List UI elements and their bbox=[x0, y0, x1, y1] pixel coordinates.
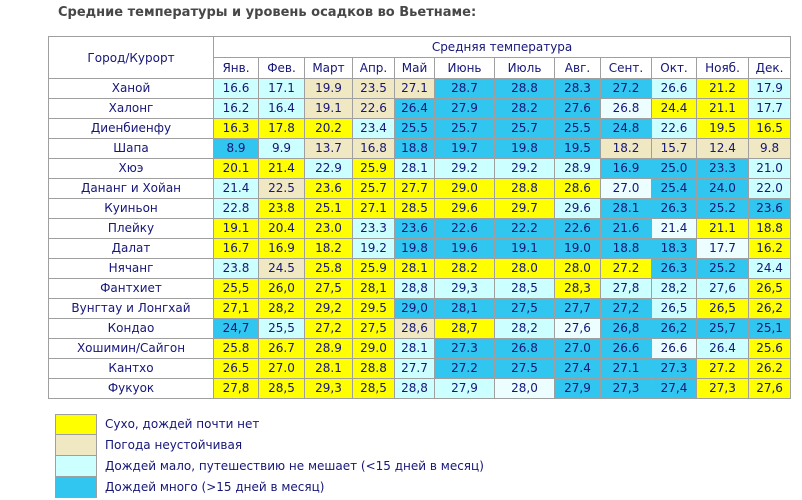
table-row bbox=[49, 199, 791, 219]
table-row bbox=[49, 239, 791, 259]
temperature-cell: 27,5 bbox=[495, 299, 555, 319]
temperature-cell: 27,3 bbox=[601, 379, 652, 399]
temperature-cell: 8.9 bbox=[214, 139, 259, 159]
month-header: Июль bbox=[495, 58, 555, 79]
temperature-cell: 28.2 bbox=[435, 259, 495, 279]
month-header: Авг. bbox=[555, 58, 601, 79]
temperature-cell: 27.0 bbox=[259, 359, 305, 379]
legend-item bbox=[55, 414, 484, 435]
temperature-cell: 29.5 bbox=[353, 299, 395, 319]
temperature-cell: 17.8 bbox=[259, 119, 305, 139]
temperature-cell: 17.7 bbox=[749, 99, 791, 119]
month-header: Янв. bbox=[214, 58, 259, 79]
temperature-cell: 27,2 bbox=[601, 299, 652, 319]
temperature-cell: 28.8 bbox=[495, 179, 555, 199]
temperature-cell: 29.2 bbox=[495, 159, 555, 179]
table-row bbox=[49, 99, 791, 119]
temperature-cell: 25.5 bbox=[555, 119, 601, 139]
temperature-cell: 23.3 bbox=[353, 219, 395, 239]
temperature-cell: 27.6 bbox=[555, 99, 601, 119]
temperature-cell: 23.8 bbox=[214, 259, 259, 279]
temperature-cell: 25.4 bbox=[652, 179, 697, 199]
temperature-cell: 27.9 bbox=[435, 99, 495, 119]
month-header: Март bbox=[305, 58, 353, 79]
temperature-cell: 21.1 bbox=[697, 99, 749, 119]
temperature-cell: 21.1 bbox=[697, 219, 749, 239]
temperature-cell: 28,6 bbox=[395, 319, 435, 339]
temperature-cell: 27,9 bbox=[555, 379, 601, 399]
temperature-cell: 17.1 bbox=[259, 79, 305, 99]
temperature-cell: 13.7 bbox=[305, 139, 353, 159]
table-row bbox=[49, 159, 791, 179]
temperature-cell: 25.8 bbox=[214, 339, 259, 359]
temperature-cell: 16.3 bbox=[214, 119, 259, 139]
temperature-cell: 27.1 bbox=[353, 199, 395, 219]
temperature-cell: 27,1 bbox=[214, 299, 259, 319]
temperature-cell: 25.8 bbox=[305, 259, 353, 279]
temperature-cell: 26,5 bbox=[749, 279, 791, 299]
temperature-cell: 25.7 bbox=[353, 179, 395, 199]
temperature-cell: 25,7 bbox=[697, 319, 749, 339]
temperature-cell: 26.8 bbox=[601, 99, 652, 119]
temperature-cell: 28,2 bbox=[259, 299, 305, 319]
temperature-cell: 25.9 bbox=[353, 259, 395, 279]
legend-item bbox=[55, 456, 484, 477]
temperature-cell: 28.6 bbox=[555, 179, 601, 199]
temperature-cell: 21.4 bbox=[214, 179, 259, 199]
temperature-cell: 26.2 bbox=[749, 359, 791, 379]
temperature-cell: 27,6 bbox=[555, 319, 601, 339]
temperature-cell: 16.8 bbox=[353, 139, 395, 159]
group-header: Средняя температура bbox=[214, 37, 791, 58]
temperature-cell: 28,1 bbox=[353, 279, 395, 299]
temperature-cell: 25.7 bbox=[495, 119, 555, 139]
temperature-cell: 18.3 bbox=[652, 239, 697, 259]
temperature-cell: 19.7 bbox=[435, 139, 495, 159]
temperature-cell: 28,0 bbox=[495, 379, 555, 399]
temperature-cell: 28.9 bbox=[555, 159, 601, 179]
temperature-cell: 27.0 bbox=[555, 339, 601, 359]
temperature-cell: 25.7 bbox=[435, 119, 495, 139]
temperature-cell: 19.5 bbox=[555, 139, 601, 159]
temperature-cell: 28.3 bbox=[555, 79, 601, 99]
city-cell: Фантхиет bbox=[49, 279, 214, 299]
temperature-cell: 24,7 bbox=[214, 319, 259, 339]
temperature-cell: 26.7 bbox=[259, 339, 305, 359]
temperature-cell: 28.0 bbox=[495, 259, 555, 279]
temperature-cell: 26,5 bbox=[652, 299, 697, 319]
temperature-cell: 29.7 bbox=[495, 199, 555, 219]
temperature-cell: 27.2 bbox=[435, 359, 495, 379]
month-header: Фев. bbox=[259, 58, 305, 79]
temperature-cell: 19.1 bbox=[214, 219, 259, 239]
temperature-cell: 25.1 bbox=[305, 199, 353, 219]
city-cell: Ханой bbox=[49, 79, 214, 99]
temperature-cell: 28.8 bbox=[495, 79, 555, 99]
temperature-cell: 26.6 bbox=[652, 79, 697, 99]
temperature-cell: 20.1 bbox=[214, 159, 259, 179]
temperature-cell: 27.1 bbox=[601, 359, 652, 379]
temperature-cell: 20.4 bbox=[259, 219, 305, 239]
legend-item bbox=[55, 477, 484, 498]
temperature-cell: 19.1 bbox=[305, 99, 353, 119]
temperature-cell: 28,3 bbox=[555, 279, 601, 299]
temperature-cell: 23.6 bbox=[749, 199, 791, 219]
temperature-cell: 17.7 bbox=[697, 239, 749, 259]
table-row bbox=[49, 379, 791, 399]
temperature-cell: 27.7 bbox=[395, 179, 435, 199]
temperature-cell: 22.2 bbox=[495, 219, 555, 239]
temperature-cell: 28.5 bbox=[395, 199, 435, 219]
temperature-cell: 22.6 bbox=[555, 219, 601, 239]
table-row bbox=[49, 79, 791, 99]
month-header: Окт. bbox=[652, 58, 697, 79]
temperature-cell: 29.6 bbox=[435, 199, 495, 219]
table-row bbox=[49, 259, 791, 279]
temperature-cell: 28.1 bbox=[395, 159, 435, 179]
temperature-cell: 19.0 bbox=[555, 239, 601, 259]
table-row bbox=[49, 339, 791, 359]
city-cell: Дананг и Хойан bbox=[49, 179, 214, 199]
temperature-cell: 27,4 bbox=[652, 379, 697, 399]
month-header: Нояб. bbox=[697, 58, 749, 79]
city-cell: Нячанг bbox=[49, 259, 214, 279]
temperature-cell: 29.0 bbox=[353, 339, 395, 359]
temperature-cell: 23.8 bbox=[259, 199, 305, 219]
temperature-cell: 27.3 bbox=[435, 339, 495, 359]
table-row bbox=[49, 179, 791, 199]
table-header-row bbox=[49, 37, 791, 58]
temperature-cell: 26.5 bbox=[214, 359, 259, 379]
temperature-cell: 25.5 bbox=[395, 119, 435, 139]
temperature-cell: 23.6 bbox=[305, 179, 353, 199]
temperature-cell: 26.6 bbox=[601, 339, 652, 359]
temperature-cell: 21.4 bbox=[259, 159, 305, 179]
temperature-cell: 26.4 bbox=[395, 99, 435, 119]
temperature-cell: 24.8 bbox=[601, 119, 652, 139]
temperature-cell: 21.6 bbox=[601, 219, 652, 239]
temperature-cell: 29.6 bbox=[555, 199, 601, 219]
temperature-cell: 16.7 bbox=[214, 239, 259, 259]
temperature-cell: 28,5 bbox=[259, 379, 305, 399]
city-cell: Шапа bbox=[49, 139, 214, 159]
temperature-cell: 26.8 bbox=[495, 339, 555, 359]
city-cell: Хюэ bbox=[49, 159, 214, 179]
temperature-cell: 28.0 bbox=[555, 259, 601, 279]
temperature-cell: 28,7 bbox=[435, 319, 495, 339]
temperature-cell: 16.9 bbox=[601, 159, 652, 179]
temperature-cell: 16.6 bbox=[214, 79, 259, 99]
temperature-cell: 27.5 bbox=[495, 359, 555, 379]
temperature-cell: 27.7 bbox=[395, 359, 435, 379]
temperature-cell: 19.2 bbox=[353, 239, 395, 259]
temperature-cell: 29.0 bbox=[435, 179, 495, 199]
temperature-cell: 27,5 bbox=[353, 319, 395, 339]
legend-swatch bbox=[55, 434, 97, 456]
temperature-cell: 23.6 bbox=[395, 219, 435, 239]
legend-swatch bbox=[55, 414, 97, 435]
temperature-cell: 28,8 bbox=[395, 379, 435, 399]
month-header: Сент. bbox=[601, 58, 652, 79]
temperature-cell: 22.0 bbox=[749, 179, 791, 199]
temperature-table bbox=[48, 36, 791, 399]
temperature-cell: 24.0 bbox=[697, 179, 749, 199]
temperature-cell: 28.1 bbox=[305, 359, 353, 379]
temperature-cell: 28.2 bbox=[495, 99, 555, 119]
month-header: Апр. bbox=[353, 58, 395, 79]
legend-label: Погода неустойчивая bbox=[105, 438, 243, 452]
temperature-cell: 25.2 bbox=[697, 199, 749, 219]
city-cell: Кантхо bbox=[49, 359, 214, 379]
table-row bbox=[49, 119, 791, 139]
month-header: Май bbox=[395, 58, 435, 79]
city-cell: Фукуок bbox=[49, 379, 214, 399]
temperature-cell: 28.1 bbox=[395, 339, 435, 359]
temperature-cell: 22.6 bbox=[353, 99, 395, 119]
city-cell: Халонг bbox=[49, 99, 214, 119]
temperature-cell: 28,2 bbox=[495, 319, 555, 339]
legend-swatch bbox=[55, 455, 97, 477]
temperature-cell: 24.4 bbox=[652, 99, 697, 119]
temperature-cell: 21.4 bbox=[652, 219, 697, 239]
temperature-cell: 25,1 bbox=[749, 319, 791, 339]
temperature-cell: 25.9 bbox=[353, 159, 395, 179]
temperature-cell: 23.3 bbox=[697, 159, 749, 179]
temperature-cell: 18.8 bbox=[395, 139, 435, 159]
temperature-cell: 21.0 bbox=[749, 159, 791, 179]
temperature-cell: 25.2 bbox=[697, 259, 749, 279]
month-header: Июнь bbox=[435, 58, 495, 79]
temperature-cell: 28.8 bbox=[353, 359, 395, 379]
temperature-cell: 21.2 bbox=[697, 79, 749, 99]
city-cell: Диенбиенфу bbox=[49, 119, 214, 139]
temperature-cell: 19.8 bbox=[395, 239, 435, 259]
city-cell: Хошимин/Сайгон bbox=[49, 339, 214, 359]
temperature-cell: 27.2 bbox=[601, 79, 652, 99]
temperature-cell: 28,1 bbox=[435, 299, 495, 319]
temperature-cell: 26.3 bbox=[652, 259, 697, 279]
temperature-cell: 29,2 bbox=[305, 299, 353, 319]
temperature-cell: 22.5 bbox=[259, 179, 305, 199]
temperature-cell: 26,5 bbox=[697, 299, 749, 319]
temperature-cell: 26.3 bbox=[652, 199, 697, 219]
legend-label: Сухо, дождей почти нет bbox=[105, 417, 260, 431]
temperature-cell: 16.5 bbox=[749, 119, 791, 139]
temperature-cell: 28,5 bbox=[495, 279, 555, 299]
temperature-cell: 9.8 bbox=[749, 139, 791, 159]
temperature-cell: 28.1 bbox=[601, 199, 652, 219]
table-row bbox=[49, 139, 791, 159]
temperature-cell: 20.2 bbox=[305, 119, 353, 139]
temperature-cell: 28.1 bbox=[395, 259, 435, 279]
temperature-cell: 27.4 bbox=[555, 359, 601, 379]
table-row bbox=[49, 299, 791, 319]
temperature-cell: 16.9 bbox=[259, 239, 305, 259]
temperature-cell: 27,5 bbox=[305, 279, 353, 299]
temperature-cell: 27,9 bbox=[435, 379, 495, 399]
temperature-cell: 28.9 bbox=[305, 339, 353, 359]
temperature-cell: 29,3 bbox=[435, 279, 495, 299]
city-cell: Далат bbox=[49, 239, 214, 259]
temperature-cell: 26,2 bbox=[652, 319, 697, 339]
temperature-cell: 9.9 bbox=[259, 139, 305, 159]
temperature-cell: 22.6 bbox=[652, 119, 697, 139]
temperature-cell: 29,3 bbox=[305, 379, 353, 399]
temperature-cell: 26.4 bbox=[697, 339, 749, 359]
temperature-cell: 19.5 bbox=[697, 119, 749, 139]
temperature-cell: 24.4 bbox=[749, 259, 791, 279]
legend-item bbox=[55, 435, 484, 456]
temperature-cell: 27.3 bbox=[652, 359, 697, 379]
temperature-cell: 25,5 bbox=[259, 319, 305, 339]
temperature-cell: 27.1 bbox=[395, 79, 435, 99]
temperature-cell: 26,2 bbox=[749, 299, 791, 319]
temperature-cell: 18.8 bbox=[601, 239, 652, 259]
city-cell: Кондао bbox=[49, 319, 214, 339]
city-cell: Куиньон bbox=[49, 199, 214, 219]
temperature-cell: 27.2 bbox=[601, 259, 652, 279]
table-row bbox=[49, 319, 791, 339]
temperature-cell: 28.7 bbox=[435, 79, 495, 99]
temperature-cell: 23.4 bbox=[353, 119, 395, 139]
temperature-cell: 27,2 bbox=[305, 319, 353, 339]
city-cell: Вунгтау и Лонгхай bbox=[49, 299, 214, 319]
temperature-cell: 15.7 bbox=[652, 139, 697, 159]
table-row bbox=[49, 359, 791, 379]
temperature-cell: 19.9 bbox=[305, 79, 353, 99]
temperature-cell: 27,6 bbox=[697, 279, 749, 299]
temperature-cell: 27.2 bbox=[697, 359, 749, 379]
temperature-cell: 28,5 bbox=[353, 379, 395, 399]
temperature-cell: 28,8 bbox=[395, 279, 435, 299]
temperature-cell: 25.6 bbox=[749, 339, 791, 359]
temperature-cell: 26.6 bbox=[652, 339, 697, 359]
legend-swatch bbox=[55, 476, 97, 498]
temperature-cell: 22.8 bbox=[214, 199, 259, 219]
table-row bbox=[49, 279, 791, 299]
temperature-cell: 24.5 bbox=[259, 259, 305, 279]
temperature-cell: 18.2 bbox=[601, 139, 652, 159]
temperature-cell: 27.0 bbox=[601, 179, 652, 199]
temperature-cell: 23.0 bbox=[305, 219, 353, 239]
page-title: Средние температуры и уровень осадков во Вьетнаме: bbox=[58, 5, 477, 20]
temperature-cell: 19.1 bbox=[495, 239, 555, 259]
table-row bbox=[49, 219, 791, 239]
city-cell: Плейку bbox=[49, 219, 214, 239]
city-column-header: Город/Курорт bbox=[49, 37, 214, 79]
temperature-cell: 26,0 bbox=[259, 279, 305, 299]
temperature-cell: 27,8 bbox=[601, 279, 652, 299]
temperature-cell: 19.8 bbox=[495, 139, 555, 159]
legend-label: Дождей мало, путешествию не мешает (<15 дней в месяц) bbox=[105, 459, 484, 473]
temperature-cell: 29.2 bbox=[435, 159, 495, 179]
temperature-cell: 25,5 bbox=[214, 279, 259, 299]
temperature-cell: 26,8 bbox=[601, 319, 652, 339]
legend bbox=[55, 414, 484, 498]
temperature-cell: 23.5 bbox=[353, 79, 395, 99]
temperature-cell: 18.2 bbox=[305, 239, 353, 259]
temperature-cell: 22.6 bbox=[435, 219, 495, 239]
temperature-cell: 16.2 bbox=[214, 99, 259, 119]
temperature-cell: 27,3 bbox=[697, 379, 749, 399]
temperature-cell: 22.9 bbox=[305, 159, 353, 179]
month-header: Дек. bbox=[749, 58, 791, 79]
temperature-cell: 16.2 bbox=[749, 239, 791, 259]
temperature-cell: 12.4 bbox=[697, 139, 749, 159]
temperature-cell: 18.8 bbox=[749, 219, 791, 239]
temperature-cell: 25.0 bbox=[652, 159, 697, 179]
temperature-cell: 27,7 bbox=[555, 299, 601, 319]
temperature-cell: 29,0 bbox=[395, 299, 435, 319]
temperature-cell: 27,6 bbox=[749, 379, 791, 399]
temperature-cell: 16.4 bbox=[259, 99, 305, 119]
temperature-cell: 19.6 bbox=[435, 239, 495, 259]
temperature-cell: 27,8 bbox=[214, 379, 259, 399]
legend-label: Дождей много (>15 дней в месяц) bbox=[105, 480, 325, 494]
temperature-cell: 28,2 bbox=[652, 279, 697, 299]
temperature-cell: 17.9 bbox=[749, 79, 791, 99]
